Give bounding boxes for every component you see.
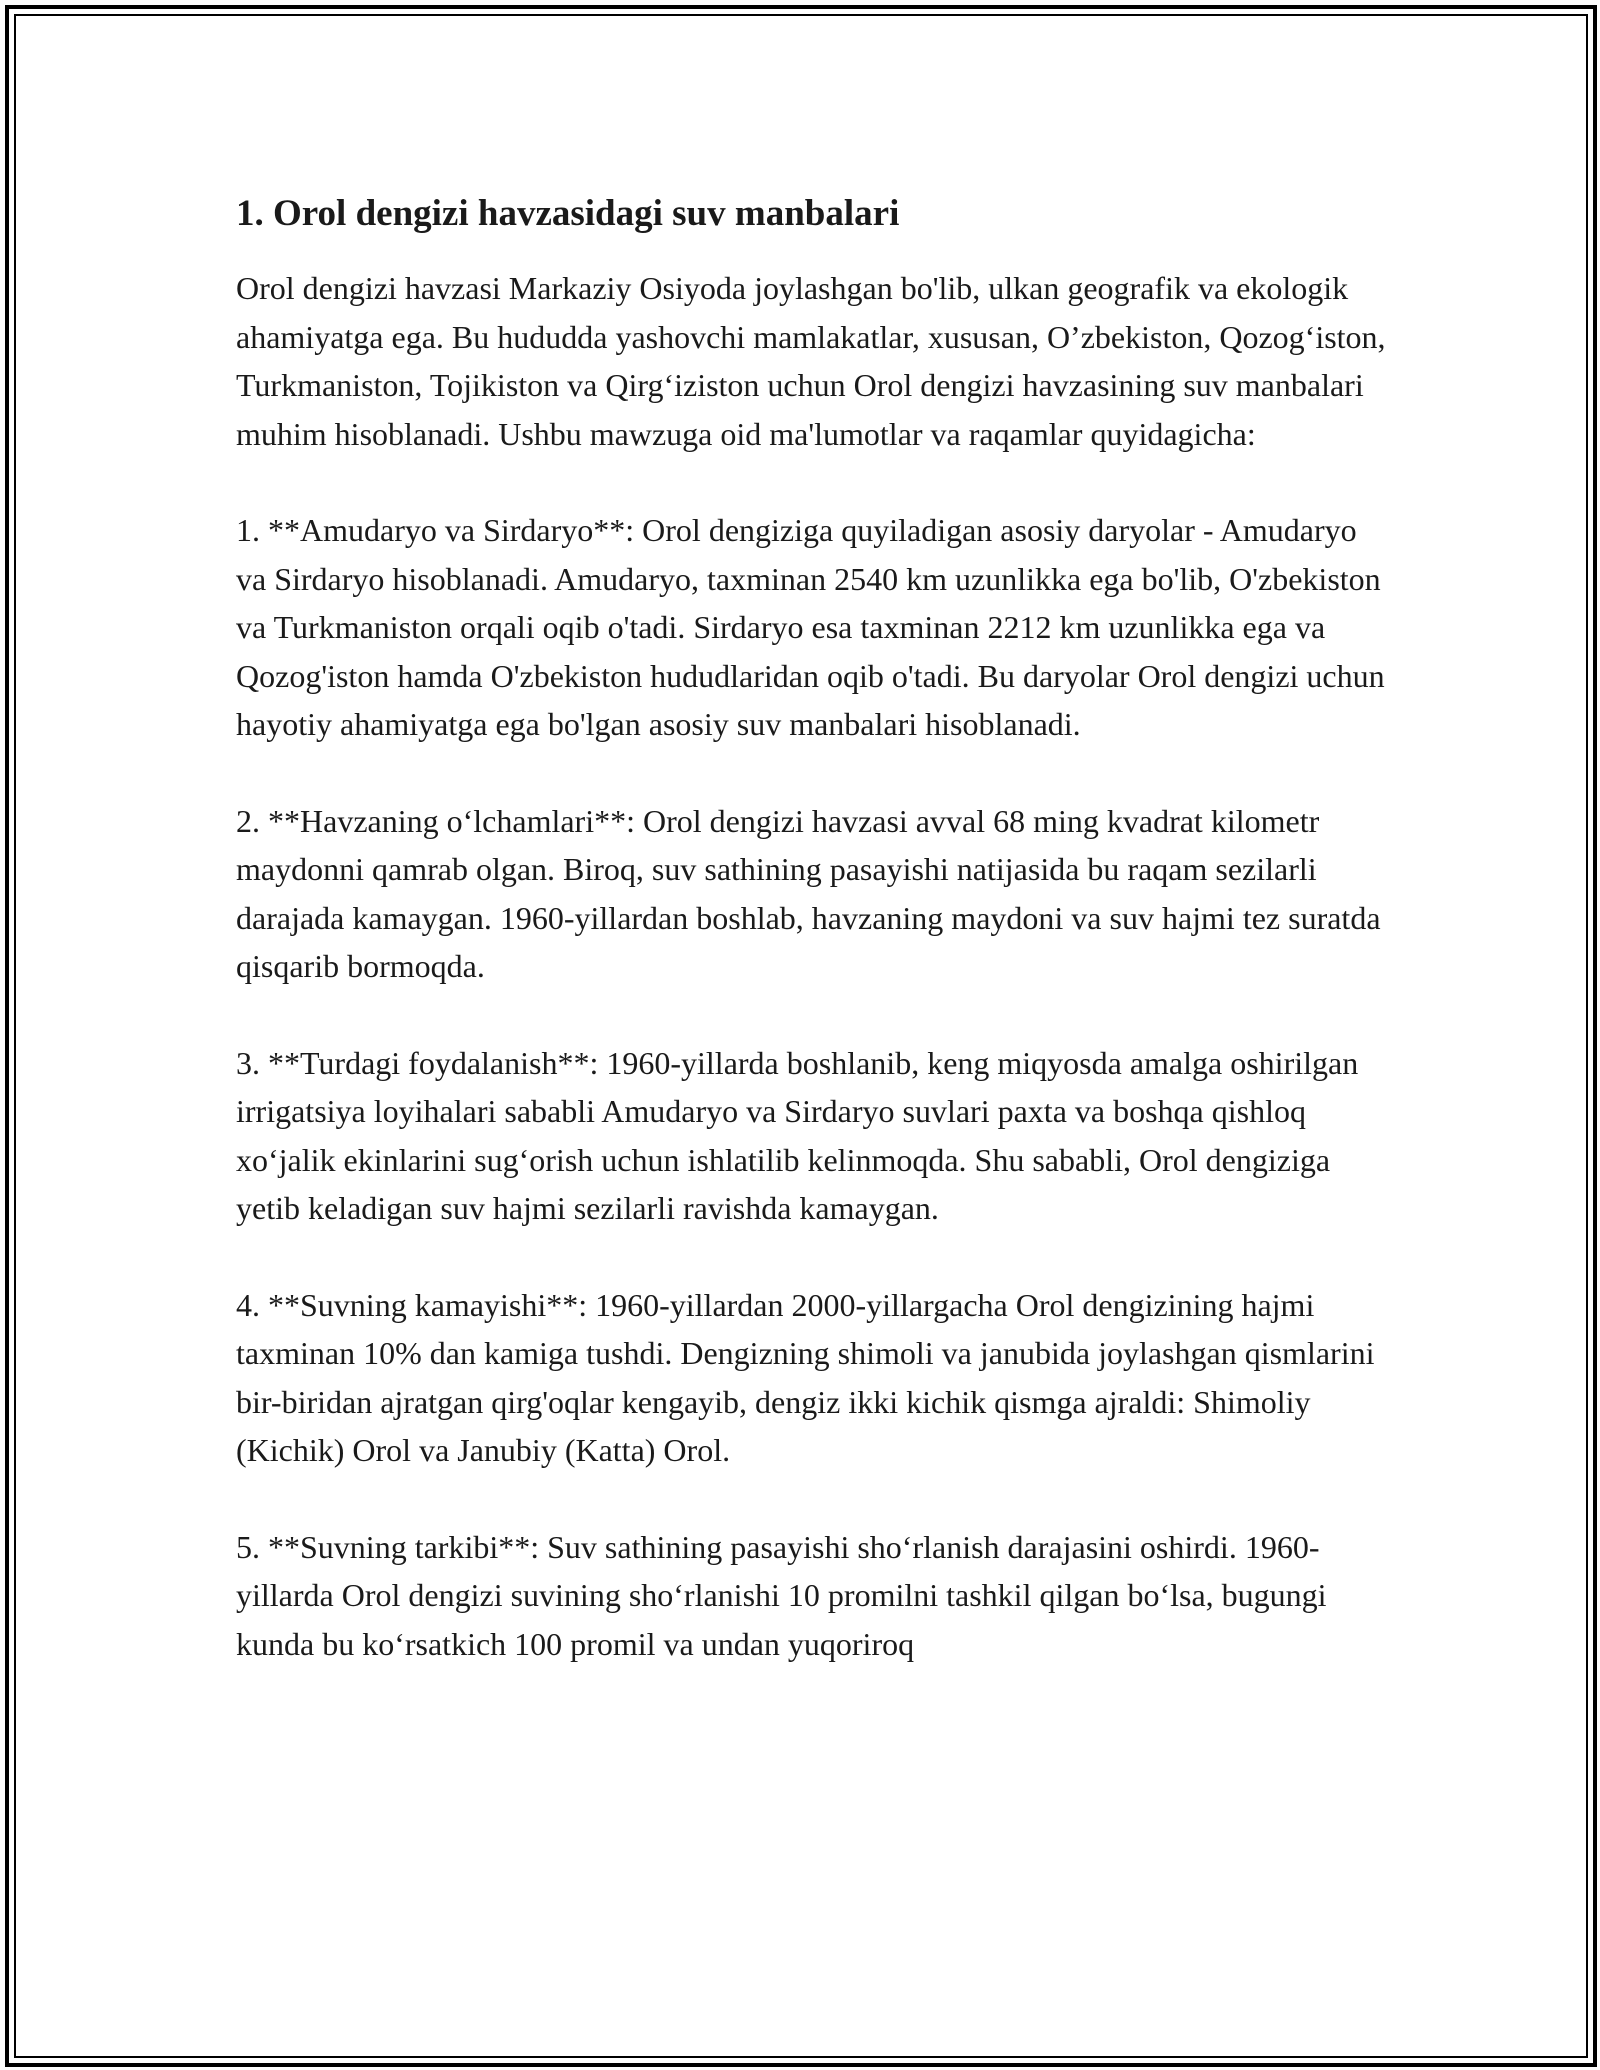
list-item-basin-size: 2. **Havzaning o‘lchamlari**: Orol dengizi havzasi avval 68 ming kvadrat kilometr maydonni qamrab olgan. Biroq, suv sathining pasayishi natijasida bu raqam sezilarli darajada kamaygan. 1960-yillardan boshlab, havzaning maydoni va suv hajmi tez suratda qisqarib bormoqda. (236, 802, 1381, 984)
list-item-amudaryo-sirdaryo: 1. **Amudaryo va Sirdaryo**: Orol dengiziga quyiladigan asosiy daryolar - Amudaryo va Sirdaryo hisoblanadi. Amudaryo, taxminan 2540 km uzunlikka ega bo'lib, O'zbekiston va Turkmaniston orqali oqib o'tadi. Sirdaryo esa taxminan 2212 km uzunlikka ega va Qozog'iston hamda O'zbekiston hududlaridan oqib o'tadi. Bu daryolar Orol dengizi uchun hayotiy ahamiyatga ega bo'lgan asosiy suv manbalari hisoblanadi. (236, 512, 1385, 742)
list-item-water-use: 3. **Turdagi foydalanish**: 1960-yillarda boshlanib, keng miqyosda amalga oshirilgan irrigatsiya loyihalari sababli Amudaryo va Sirdaryo suvlari paxta va boshqa qishloq xo‘jalik ekinlarini sug‘orish uchun ishlatilib kelinmoqda. Shu sababli, Orol dengiziga yetib keladigan suv hajmi sezilarli ravishda kamaygan. (236, 1044, 1359, 1226)
intro-paragraph: Orol dengizi havzasi Markaziy Osiyoda joylashgan bo'lib, ulkan geografik va ekologik ahamiyatga ega. Bu hududda yashovchi mamlakatlar, xususan, O’zbekiston, Qozog‘iston, Turkmaniston, Tojikiston va Qirg‘iziston uchun Orol dengizi havzasining suv manbalari muhim hisoblanadi. Ushbu mawzuga oid ma'lumotlar va raqamlar quyidagicha: (236, 270, 1386, 452)
document-body (236, 188, 1386, 1716)
section-heading: 1. Orol dengizi havzasidagi suv manbalari (236, 193, 900, 234)
list-item-water-decline: 4. **Suvning kamayishi**: 1960-yillardan 2000-yillargacha Orol dengizining hajmi taxminan 10% dan kamiga tushdi. Dengizning shimoli va janubida joylashgan qismlarini bir-biridan ajratgan qirg'oqlar kengayib, dengiz ikki kichik qismga ajraldi: Shimoliy (Kichik) Orol va Janubiy (Katta) Orol. (236, 1286, 1375, 1468)
list-item-water-composition: 5. **Suvning tarkibi**: Suv sathining pasayishi sho‘rlanish darajasini oshirdi. 1960-yillarda Orol dengizi suvining sho‘rlanishi 10 promilni tashkil qilgan bo‘lsa, bugungi kunda bu ko‘rsatkich 100 promil va undan yuqoriroq (236, 1528, 1327, 1662)
